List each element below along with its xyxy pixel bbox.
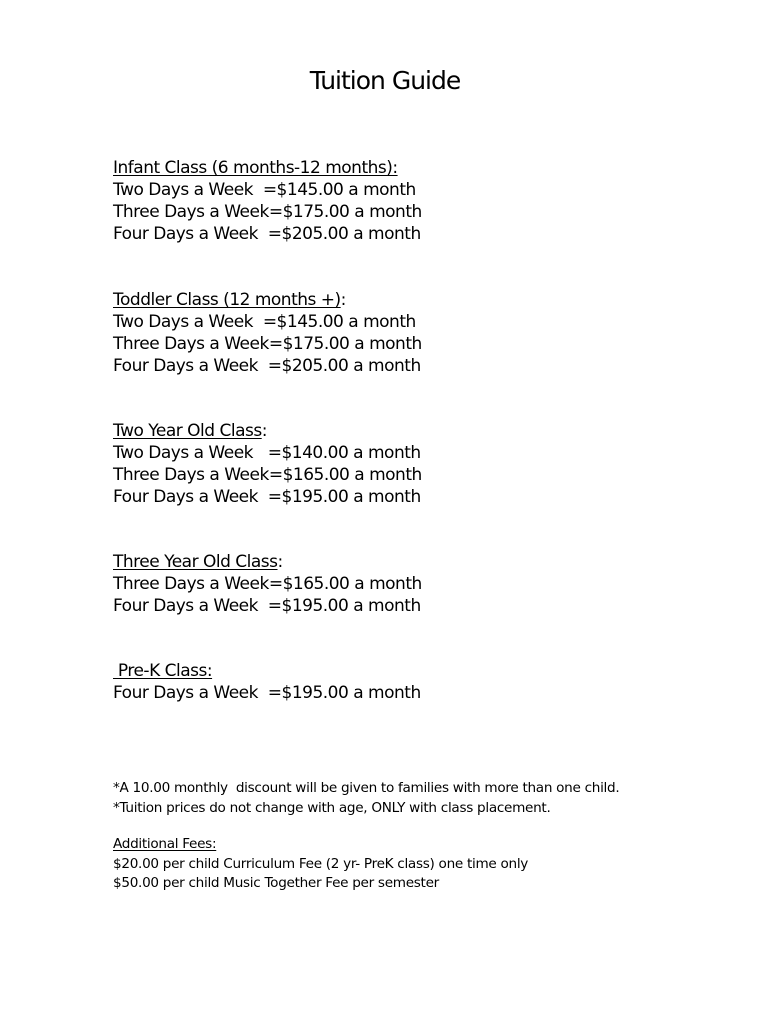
class-heading-text: Two Year Old Class: [113, 421, 262, 441]
notes-section: [113, 779, 713, 818]
rate-line: Four Days a Week =$205.00 a month: [113, 356, 421, 376]
rate-line: Four Days a Week =$205.00 a month: [113, 224, 421, 244]
three-year-old-class-section: [113, 551, 713, 617]
class-heading-text: Infant Class (6 months-12 months):: [113, 158, 398, 178]
class-heading-text: Pre-K Class:: [113, 661, 213, 681]
class-heading-text: Three Year Old Class: [113, 552, 278, 572]
fee-line: $20.00 per child Curriculum Fee (2 yr- PreK class) one time only: [113, 855, 529, 872]
class-heading: [113, 660, 713, 682]
rate-line: Four Days a Week =$195.00 a month: [113, 596, 421, 616]
rate-line: Four Days a Week =$195.00 a month: [113, 683, 421, 703]
class-heading: [113, 551, 713, 573]
class-heading-suffix: :: [277, 552, 283, 572]
additional-fees-heading: [113, 835, 713, 855]
rate-line: Two Days a Week =$145.00 a month: [113, 180, 416, 200]
class-heading-text: Toddler Class (12 months +): [113, 290, 341, 310]
fee-line: $50.00 per child Music Together Fee per semester: [113, 875, 439, 891]
class-heading: [113, 289, 713, 311]
page-title: Tuition Guide: [309, 66, 461, 95]
rate-line: Two Days a Week =$145.00 a month: [113, 312, 416, 332]
two-year-old-class-section: [113, 420, 713, 508]
additional-fees-heading-text: Additional Fees:: [113, 836, 217, 852]
rate-line: Three Days a Week=$175.00 a month: [113, 334, 422, 354]
rate-line: Three Days a Week=$175.00 a month: [113, 202, 422, 222]
pre-k-class-section: [113, 660, 713, 704]
rate-line: Two Days a Week =$140.00 a month: [113, 443, 421, 463]
class-heading: [113, 420, 713, 442]
class-heading-suffix: :: [261, 421, 267, 441]
toddler-class-section: [113, 289, 713, 377]
rate-line: Three Days a Week=$165.00 a month: [113, 574, 422, 594]
additional-fees-section: [113, 835, 713, 894]
class-heading-suffix: :: [340, 290, 346, 310]
rate-line: Four Days a Week =$195.00 a month: [113, 487, 421, 507]
rate-line: Three Days a Week=$165.00 a month: [113, 465, 422, 485]
class-heading: [113, 157, 713, 179]
infant-class-section: [113, 157, 713, 245]
note-line: *Tuition prices do not change with age, ONLY with class placement.: [113, 799, 551, 816]
note-line: *A 10.00 monthly discount will be given to families with more than one child.: [113, 780, 620, 796]
